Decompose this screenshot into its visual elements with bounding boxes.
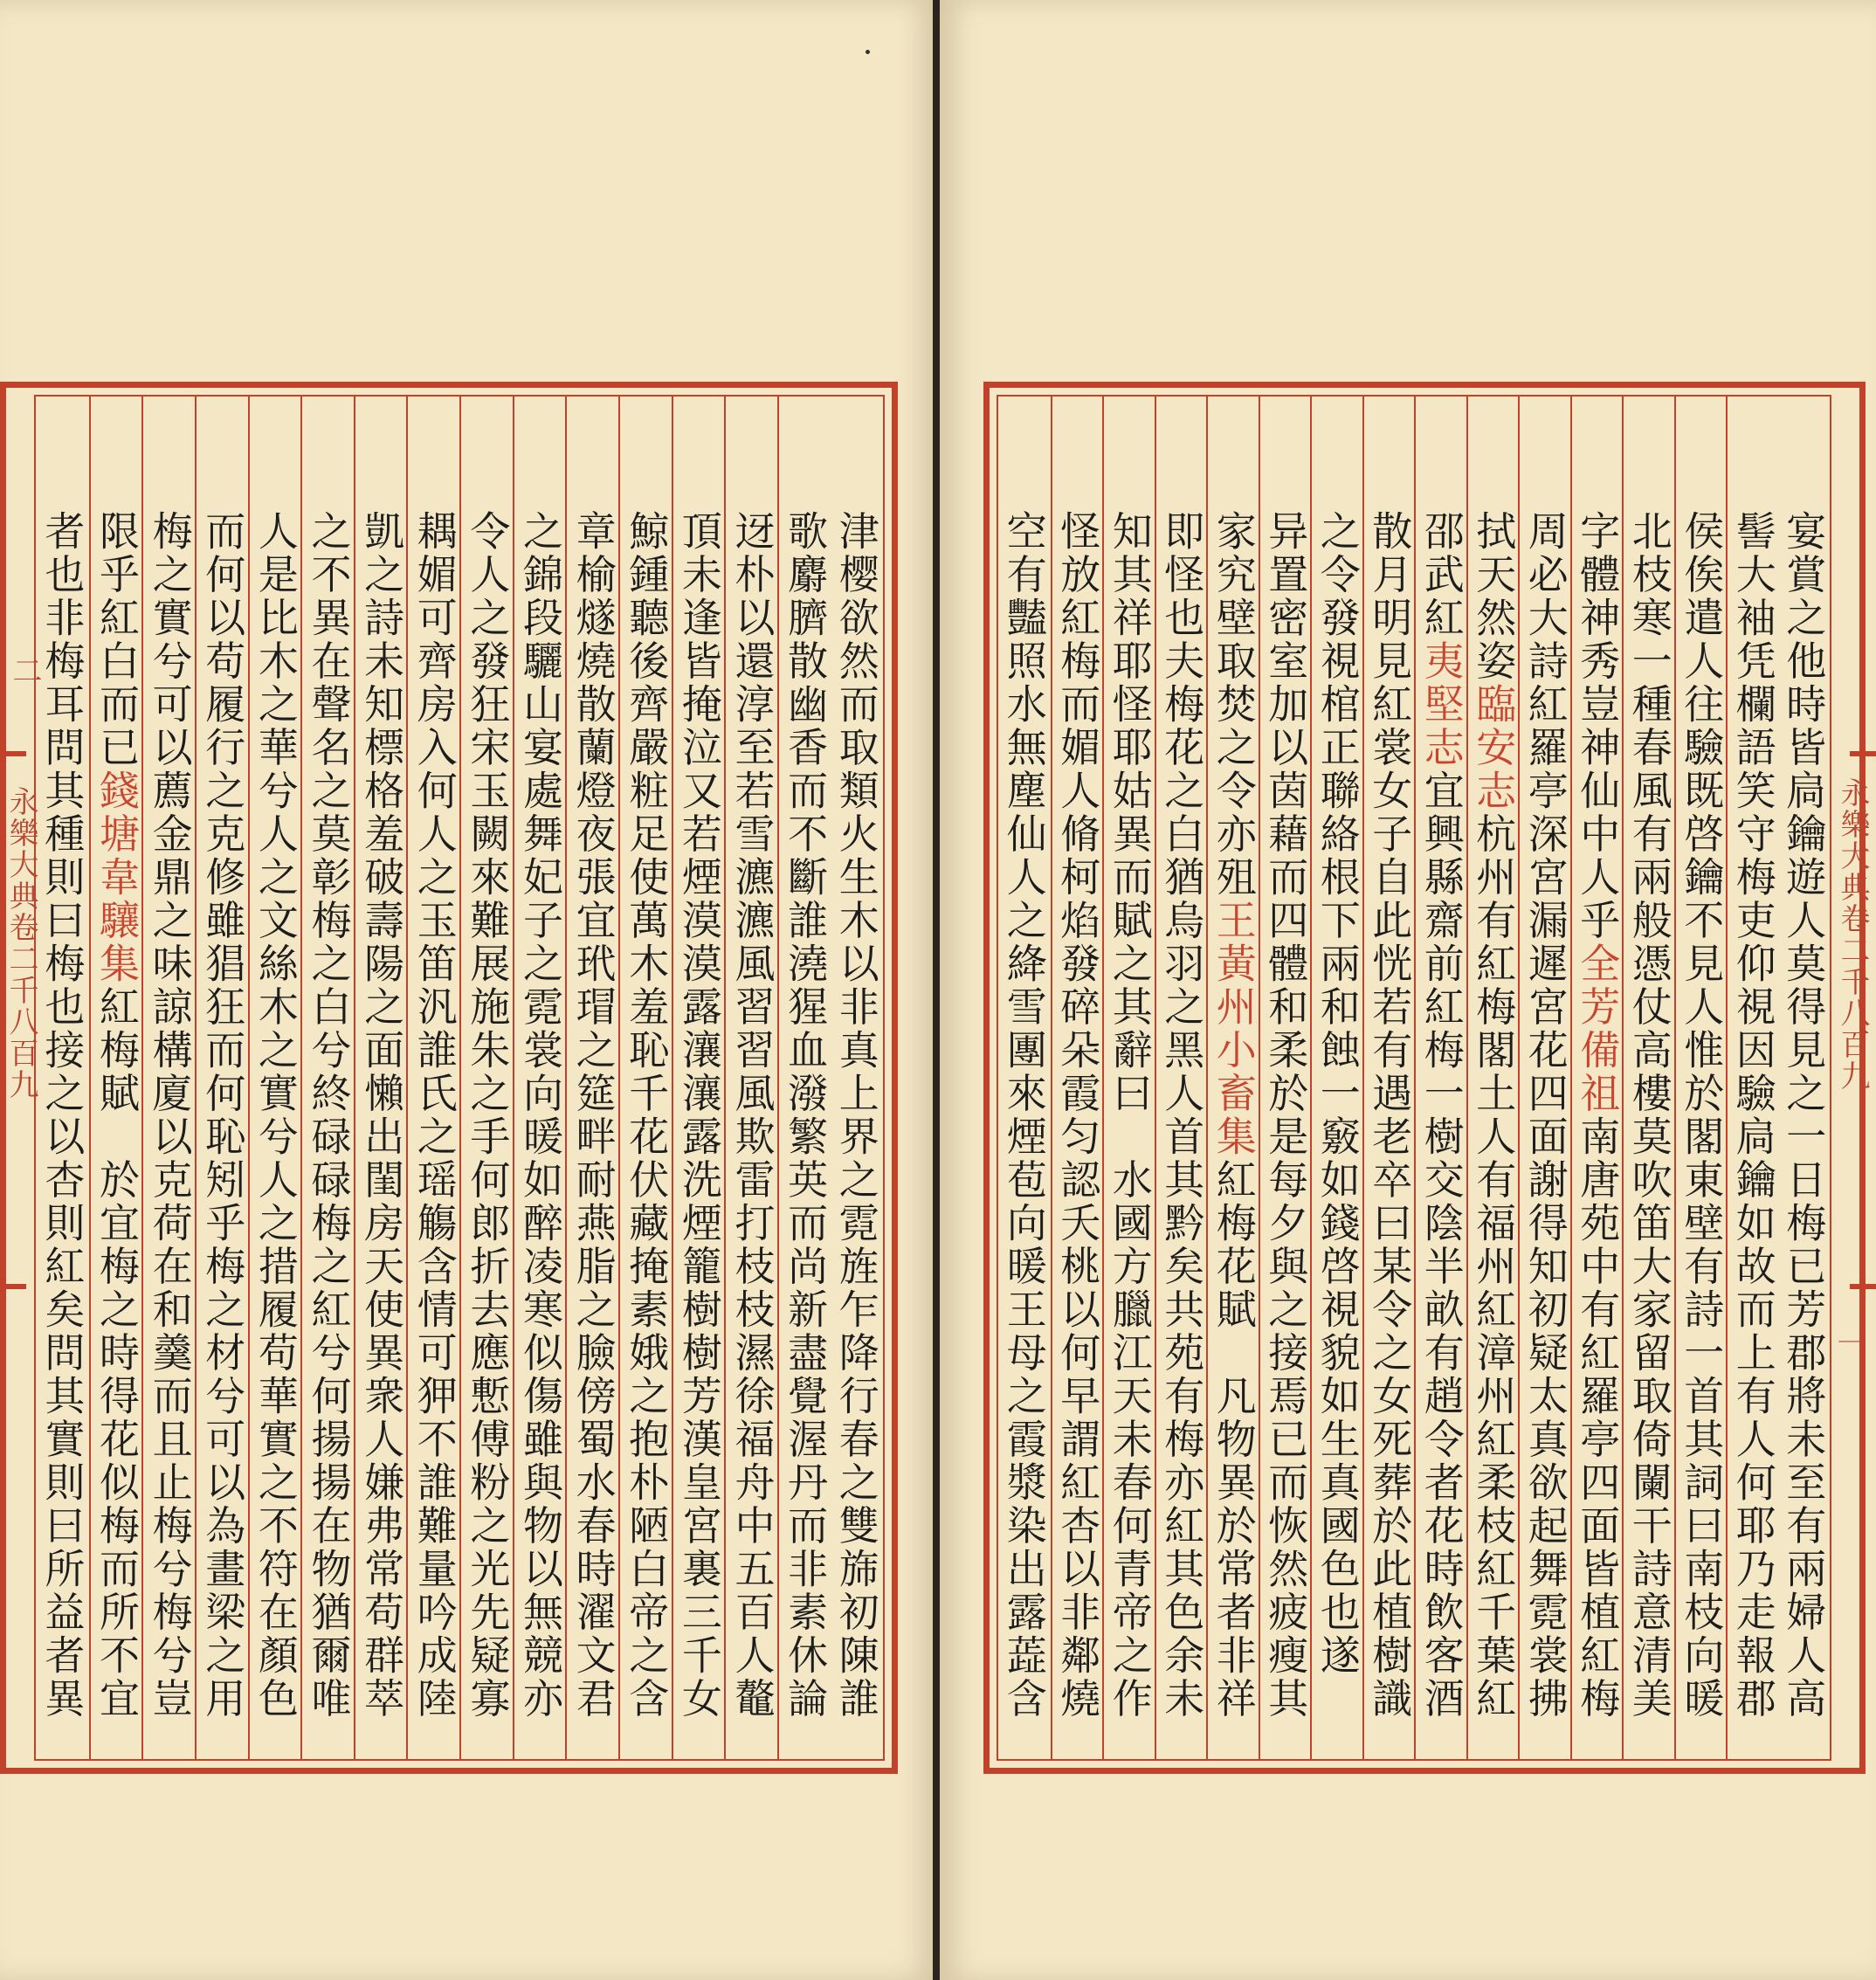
- text-column: [300, 397, 355, 1759]
- text-segment: 周必大詩紅羅亭深宮漏遲宮花四面謝得知初疑太真欲起舞霓裳拂: [1521, 510, 1569, 1721]
- left-page: [0, 0, 936, 1980]
- column-text: [1729, 510, 1777, 1721]
- text-column: [565, 397, 620, 1759]
- text-segment: 知其祥耶怪耶姑異而賦之其辭曰 水國方臘江天未春何青帝之作: [1106, 510, 1154, 1721]
- source-citation: 臨安志: [1470, 683, 1518, 813]
- text-column: [618, 397, 673, 1759]
- text-segment: 紅梅花賦 凡物異於常者非祥: [1210, 1158, 1258, 1721]
- text-segment: 限乎紅白而已: [93, 510, 141, 769]
- right-text-area: [997, 395, 1831, 1761]
- text-column: [89, 397, 144, 1759]
- right-page-border: [983, 382, 1866, 1774]
- text-column: [1414, 397, 1468, 1759]
- text-column: [1155, 397, 1209, 1759]
- left-column-grid: [36, 397, 883, 1759]
- text-segment: 耦媚可齊房入何人之玉笛汎誰氏之瑶觴含情可狎不誰難量吟成陸: [410, 510, 459, 1721]
- column-text: [832, 510, 880, 1721]
- text-column: [777, 397, 832, 1759]
- column-text: [728, 510, 776, 1721]
- text-column: [1102, 397, 1156, 1759]
- text-segment: 梅之實兮可以薦金鼎之味諒構廈以克荷在和羹而且止梅兮梅兮豈: [146, 510, 194, 1721]
- text-column: [1570, 397, 1624, 1759]
- text-segment: 异置密室加以茵藉而四體和柔於是每夕與之接焉已而恢然疲瘦其: [1262, 510, 1310, 1721]
- text-segment: 紅梅賦 於宜梅之時得花似梅而所不宜: [93, 985, 141, 1721]
- column-text: [1780, 510, 1828, 1721]
- text-segment: 宴賞之他時皆扃鑰遊人莫得見之一日梅已芳郡將未至有兩婦人高: [1780, 510, 1828, 1721]
- text-column: [724, 397, 779, 1759]
- source-citation: 夷堅志: [1417, 639, 1466, 769]
- ink-speck: [866, 50, 870, 54]
- right-column-grid: [998, 397, 1830, 1759]
- text-column: [1726, 397, 1780, 1759]
- source-citation: 錢塘韋驤集: [93, 769, 141, 986]
- text-segment: 家究壁取焚之令亦殂: [1210, 510, 1258, 900]
- text-segment: 者也非梅耳問其種則曰梅也接之以杏則紅矣問其實則曰所益者異: [38, 510, 86, 1721]
- text-column: [1206, 397, 1260, 1759]
- text-column: [195, 397, 250, 1759]
- text-segment: 迓朴以還淳至若雪瀌瀌風習習風欺雷打枝枝濕徐福舟中五百人鼇: [728, 510, 776, 1721]
- column-text: [516, 510, 564, 1721]
- column-text: [410, 510, 459, 1721]
- text-column: [1622, 397, 1676, 1759]
- text-segment: 之錦段驪山宴處舞妃子之霓裳向暖如醉凌寒似傷雖與物以無競亦: [516, 510, 564, 1721]
- text-segment: 之不異在聲名之莫彰梅之白兮終碌碌梅之紅兮何揚揚在物猶爾唯: [305, 510, 353, 1721]
- text-segment: 即怪也夫梅花之白猶烏羽之黑人首其黔矣共苑有梅亦紅其色余未: [1158, 510, 1206, 1721]
- text-segment: 頂未逢皆掩泣又若煙漠漠露瀼瀼露洗煙籠樹樹芳漢皇宮裏三千女: [675, 510, 723, 1721]
- column-text: [1210, 510, 1258, 1721]
- column-text: [1678, 510, 1726, 1721]
- column-text: [1054, 510, 1102, 1721]
- column-text: [1106, 510, 1154, 1721]
- text-column: [998, 397, 1051, 1759]
- column-text: [358, 510, 406, 1721]
- text-segment: 歌麝臍散幽香而不斷誰澆猩血潑繁英而尚新盡覺渥丹而非素休論: [782, 510, 830, 1721]
- right-fold-mark: [1850, 751, 1876, 756]
- text-segment: 令人之發狂宋玉闕來難展施朱之手何郎折去應慙傅粉之光先疑寡: [464, 510, 512, 1721]
- column-text: [1625, 510, 1673, 1721]
- column-text: [675, 510, 723, 1721]
- text-segment: 散月明見紅裳女子自此恍若有遇老卒曰某令之女死葬於此植樹識: [1366, 510, 1414, 1721]
- text-column: [1674, 397, 1728, 1759]
- column-text: [1470, 510, 1518, 1721]
- column-text: [1417, 510, 1466, 1721]
- text-column: [1051, 397, 1105, 1759]
- column-text: [464, 510, 512, 1721]
- left-text-area: [34, 395, 885, 1761]
- text-segment: 凱之詩未知標格羞破壽陽之面懶出閨房天使異衆人嫌弗常苟群萃: [358, 510, 406, 1721]
- text-column: [36, 397, 89, 1759]
- text-column: [1310, 397, 1364, 1759]
- column-text: [623, 510, 671, 1721]
- left-margin-page-number: 二: [7, 655, 42, 685]
- text-column: [672, 397, 727, 1759]
- text-column: [1518, 397, 1572, 1759]
- column-text: [305, 510, 353, 1721]
- right-margin-page-number: 一: [1831, 1328, 1866, 1357]
- text-segment: 髻大袖凭欄語笑守梅吏仰視因驗扃鑰如故而上有人何耶乃走報郡: [1729, 510, 1777, 1721]
- text-segment: 人是比木之華兮人之文絲木之實兮人之措履苟華實之不符在顏色: [252, 510, 300, 1721]
- text-column: [248, 397, 303, 1759]
- column-text: [199, 510, 247, 1721]
- text-segment: 宜興縣齋前紅梅一樹交陰半畝有趙令者花時飲客酒: [1417, 769, 1466, 1721]
- column-text: [38, 510, 86, 1721]
- column-text: [252, 510, 300, 1721]
- text-segment: 章榆燧燒散蘭燈夜張宜玳瑁之筵畔耐燕脂之臉傍蜀水春時濯文君: [569, 510, 617, 1721]
- column-text: [1366, 510, 1414, 1721]
- text-column: [406, 397, 461, 1759]
- text-segment: 南唐苑中有紅羅亭四面皆植紅梅: [1574, 1115, 1622, 1721]
- right-page: [940, 0, 1876, 1980]
- text-column: [1778, 397, 1831, 1759]
- text-segment: 而何以苟履行之克修雖猖狂而何恥矧乎梅之材兮可以為畫梁之用: [199, 510, 247, 1721]
- text-column: [1466, 397, 1521, 1759]
- text-segment: 之令發視棺正聯絡根下兩和蝕一竅如錢啓視貌如生真國色也遂: [1314, 510, 1362, 1678]
- text-column: [1362, 397, 1417, 1759]
- left-fold-mark: [0, 751, 26, 756]
- text-segment: 拭天然姿: [1470, 510, 1518, 683]
- column-text: [569, 510, 617, 1721]
- right-margin-title: 永樂大典卷二千八百九: [1835, 777, 1870, 1092]
- text-segment: 北枝寒一種春風有兩般憑仗高樓莫吹笛大家留取倚闌干詩意清美: [1625, 510, 1673, 1721]
- column-text: [782, 510, 830, 1721]
- text-column: [354, 397, 409, 1759]
- source-citation: 全芳備祖: [1574, 942, 1622, 1115]
- column-text: [93, 510, 141, 1721]
- column-text: [1314, 510, 1362, 1678]
- column-text: [1521, 510, 1569, 1721]
- text-column: [830, 397, 883, 1759]
- text-segment: 邵武紅: [1417, 510, 1466, 640]
- column-text: [1158, 510, 1206, 1721]
- text-segment: 字體神秀豈神仙中人乎: [1574, 510, 1622, 942]
- column-text: [1262, 510, 1310, 1721]
- left-margin-title: 永樂大典卷二千八百九: [3, 786, 38, 1100]
- text-segment: 杭州有紅梅閣土人有福州紅漳州紅柔枝紅千葉紅: [1470, 812, 1518, 1721]
- text-segment: 鯨鍾聽後齊嚴粧足使萬木羞恥千花伏藏掩素娥之抱朴陋白帝之含: [623, 510, 671, 1721]
- text-column: [1259, 397, 1313, 1759]
- left-page-border: [0, 382, 898, 1774]
- column-text: [1574, 510, 1622, 1721]
- right-fold-mark: [1850, 1284, 1876, 1289]
- text-column: [459, 397, 514, 1759]
- text-segment: 怪放紅梅而媚人脩柯焰發碎朵霞匀認夭桃以何早謂紅杏以非鄰燒: [1054, 510, 1102, 1721]
- text-column: [513, 397, 568, 1759]
- column-text: [146, 510, 194, 1721]
- left-fold-mark: [0, 1284, 26, 1289]
- text-segment: 侯俟遣人往驗既啓鑰不見人惟於閣東壁有詩一首其詞曰南枝向暖: [1678, 510, 1726, 1721]
- text-segment: 空有豔照水無塵仙人之絳雪團來煙苞向暖王母之霞漿染出露蕋含: [1000, 510, 1048, 1721]
- text-segment: 津樱欲然而取類火生木以非真上界之霓旌乍降行春之雙旆初陳誰: [832, 510, 880, 1721]
- source-citation: 王黃州小畜集: [1210, 899, 1258, 1159]
- column-text: [1000, 510, 1048, 1721]
- text-column: [141, 397, 197, 1759]
